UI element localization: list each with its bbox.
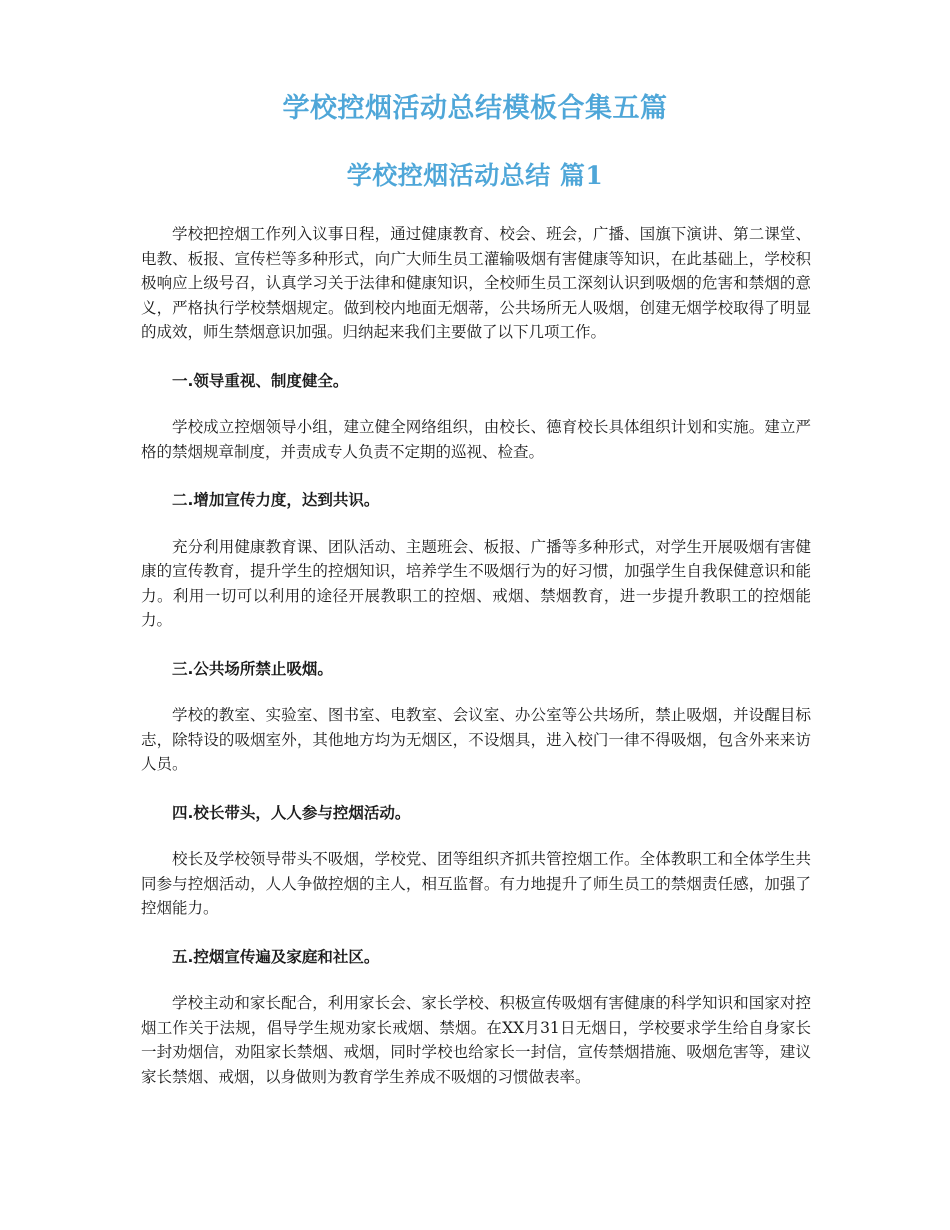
- section-body-3: 学校的教室、实验室、图书室、电教室、会议室、办公室等公共场所，禁止吸烟，并设醒目标志，除特设的吸烟室外，其他地方均为无烟区，不设烟具，进入校门一律不得吸烟，包含外来来访人员。: [141, 706, 811, 773]
- section-heading-3: 三.公共场所禁止吸烟。: [172, 659, 333, 678]
- section-heading-1: 一.领导重视、制度健全。: [172, 371, 349, 390]
- document-subtitle: 学校控烟活动总结 篇1: [346, 161, 604, 190]
- document-title: 学校控烟活动总结模板合集五篇: [282, 93, 668, 124]
- section-heading-4: 四.校长带头，人人参与控烟活动。: [172, 803, 411, 822]
- section-body-4: 校长及学校领导带头不吸烟，学校党、团等组织齐抓共管控烟工作。全体教职工和全体学生共同参与控烟活动，人人争做控烟的主人，相互监督。有力地提升了师生员工的禁烟责任感，加强了控烟能力。: [141, 850, 811, 917]
- intro-paragraph: 学校把控烟工作列入议事日程，通过健康教育、校会、班会，广播、国旗下演讲、第二课堂、电教、板报、宣传栏等多种形式，向广大师生员工灌输吸烟有害健康等知识，在此基础上，学校积极响应上级号召，认真学习关于法律和健康知识，全校师生员工深刻认识到吸烟的危害和禁烟的意义，严格执行学校禁烟规定。做到校内地面无烟蒂，公共场所无人吸烟，创建无烟学校取得了明显的成效，师生禁烟意识加强。归纳起来我们主要做了以下几项工作。: [141, 225, 811, 341]
- section-heading-2: 二.增加宣传力度，达到共识。: [172, 491, 380, 509]
- section-body-1: 学校成立控烟领导小组，建立健全网络组织，由校长、德育校长具体组织计划和实施。建立严格的禁烟规章制度，并责成专人负责不定期的巡视、检查。: [141, 418, 811, 461]
- document-body: [141, 222, 811, 1113]
- section-body-5: 学校主动和家长配合，利用家长会、家长学校、积极宣传吸烟有害健康的科学知识和国家对控烟工作关于法规，倡导学生规劝家长戒烟、禁烟。在XX月31日无烟日，学校要求学生给自身家长一封劝烟信，劝阻家长禁烟、戒烟，同时学校也给家长一封信，宣传禁烟措施、吸烟危害等，建议家长禁烟、戒烟，以身做则为教育学生养成不吸烟的习惯做表率。: [141, 994, 811, 1086]
- section-body-2: 充分利用健康教育课、团队活动、主题班会、板报、广播等多种形式，对学生开展吸烟有害健康的宣传教育，提升学生的控烟知识，培养学生不吸烟行为的好习惯，加强学生自我保健意识和能力。利用一切可以利用的途径开展教职工的控烟、戒烟、禁烟教育，进一步提升教职工的控烟能力。: [141, 537, 811, 629]
- section-heading-5: 五.控烟宣传遍及家庭和社区。: [172, 947, 380, 966]
